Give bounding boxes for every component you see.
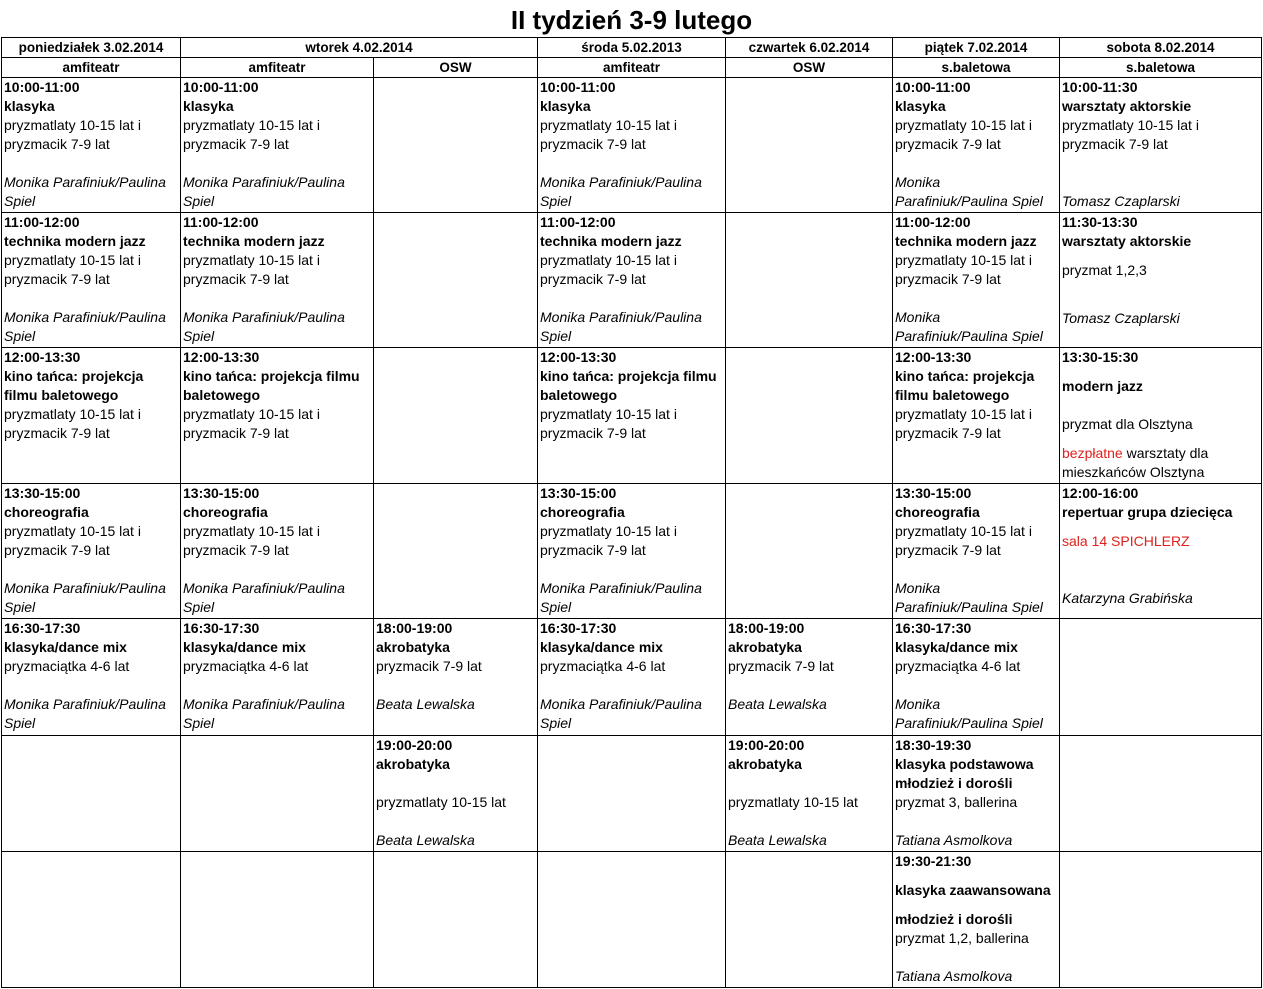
class-cell: 10:00-11:00 klasyka pryzmatlaty 10-15 lat i pryzmacik 7-9 lat Monika Parafiniuk/Paulina Spiel bbox=[2, 78, 181, 213]
room-header: amfiteatr bbox=[181, 58, 374, 78]
empty-cell bbox=[726, 78, 893, 213]
table-row bbox=[2, 852, 1262, 988]
room-header: amfiteatr bbox=[538, 58, 726, 78]
class-cell: 11:00-12:00 technika modern jazz pryzmatlaty 10-15 lat i pryzmacik 7-9 lat Monika Parafiniuk/Paulina Spiel bbox=[538, 213, 726, 348]
class-cell: 10:00-11:00 klasyka pryzmatlaty 10-15 lat i pryzmacik 7-9 lat Monika Parafiniuk/Paulina Spiel bbox=[181, 78, 374, 213]
class-cell: 13:30-15:30 modern jazz pryzmat dla Olsztyna bezpłatne warsztaty dla mieszkańców Olsztyna bbox=[1060, 348, 1262, 484]
day-header-fri: piątek 7.02.2014 bbox=[893, 38, 1060, 58]
room-header: amfiteatr bbox=[2, 58, 181, 78]
empty-cell bbox=[1060, 852, 1262, 988]
empty-cell bbox=[181, 852, 374, 988]
empty-cell bbox=[374, 348, 538, 484]
class-cell: 19:30-21:30 klasyka zaawansowana młodzież i dorośli pryzmat 1,2, ballerina Tatiana Asmolkova bbox=[893, 852, 1060, 988]
empty-cell bbox=[374, 852, 538, 988]
empty-cell bbox=[374, 78, 538, 213]
class-cell: 12:00-13:30 kino tańca: projekcja filmu baletowego pryzmatlaty 10-15 lat i pryzmacik 7-9 lat bbox=[181, 348, 374, 484]
table-row bbox=[2, 619, 1262, 736]
day-header-sat: sobota 8.02.2014 bbox=[1060, 38, 1262, 58]
class-cell: 16:30-17:30 klasyka/dance mix pryzmaciątka 4-6 lat Monika Parafiniuk/Paulina Spiel bbox=[893, 619, 1060, 736]
empty-cell bbox=[538, 736, 726, 852]
class-cell: 10:00-11:00 klasyka pryzmatlaty 10-15 lat i pryzmacik 7-9 lat Monika Parafiniuk/Paulina Spiel bbox=[893, 78, 1060, 213]
room-header: s.baletowa bbox=[1060, 58, 1262, 78]
class-cell: 16:30-17:30 klasyka/dance mix pryzmaciątka 4-6 lat Monika Parafiniuk/Paulina Spiel bbox=[181, 619, 374, 736]
class-cell: 13:30-15:00 choreografia pryzmatlaty 10-15 lat i pryzmacik 7-9 lat Monika Parafiniuk/Paulina Spiel bbox=[538, 484, 726, 619]
class-cell: 13:30-15:00 choreografia pryzmatlaty 10-15 lat i pryzmacik 7-9 lat Monika Parafiniuk/Paulina Spiel bbox=[893, 484, 1060, 619]
class-cell: 19:00-20:00 akrobatyka pryzmatlaty 10-15 lat Beata Lewalska bbox=[726, 736, 893, 852]
empty-cell bbox=[726, 852, 893, 988]
empty-cell bbox=[726, 348, 893, 484]
class-cell: 11:30-13:30 warsztaty aktorskie pryzmat 1,2,3 Tomasz Czaplarski bbox=[1060, 213, 1262, 348]
class-cell: 12:00-13:30 kino tańca: projekcja filmu baletowego pryzmatlaty 10-15 lat i pryzmacik 7-9 lat bbox=[2, 348, 181, 484]
class-cell: 12:00-13:30 kino tańca: projekcja filmu baletowego pryzmatlaty 10-15 lat i pryzmacik 7-9 lat bbox=[538, 348, 726, 484]
class-cell: 10:00-11:00 klasyka pryzmatlaty 10-15 lat i pryzmacik 7-9 lat Monika Parafiniuk/Paulina Spiel bbox=[538, 78, 726, 213]
empty-cell bbox=[1060, 736, 1262, 852]
empty-cell bbox=[374, 484, 538, 619]
class-cell: 12:00-16:00 repertuar grupa dziecięca sala 14 SPICHLERZ Katarzyna Grabińska bbox=[1060, 484, 1262, 619]
room-header: OSW bbox=[374, 58, 538, 78]
class-cell: 13:30-15:00 choreografia pryzmatlaty 10-15 lat i pryzmacik 7-9 lat Monika Parafiniuk/Paulina Spiel bbox=[2, 484, 181, 619]
table-row bbox=[2, 484, 1262, 619]
class-cell: 18:00-19:00 akrobatyka pryzmacik 7-9 lat Beata Lewalska bbox=[726, 619, 893, 736]
class-cell: 16:30-17:30 klasyka/dance mix pryzmaciątka 4-6 lat Monika Parafiniuk/Paulina Spiel bbox=[2, 619, 181, 736]
empty-cell bbox=[2, 736, 181, 852]
class-cell: 18:30-19:30 klasyka podstawowa młodzież i dorośli pryzmat 3, ballerina Tatiana Asmolkova bbox=[893, 736, 1060, 852]
empty-cell bbox=[726, 484, 893, 619]
room-header: s.baletowa bbox=[893, 58, 1060, 78]
class-cell: 19:00-20:00 akrobatyka pryzmatlaty 10-15 lat Beata Lewalska bbox=[374, 736, 538, 852]
schedule-table bbox=[1, 37, 1262, 988]
table-row bbox=[2, 78, 1262, 213]
class-cell: 13:30-15:00 choreografia pryzmatlaty 10-15 lat i pryzmacik 7-9 lat Monika Parafiniuk/Paulina Spiel bbox=[181, 484, 374, 619]
class-cell: 16:30-17:30 klasyka/dance mix pryzmaciątka 4-6 lat Monika Parafiniuk/Paulina Spiel bbox=[538, 619, 726, 736]
class-cell: 11:00-12:00 technika modern jazz pryzmatlaty 10-15 lat i pryzmacik 7-9 lat Monika Parafiniuk/Paulina Spiel bbox=[2, 213, 181, 348]
room-header-row bbox=[2, 58, 1262, 78]
room-header: OSW bbox=[726, 58, 893, 78]
table-row bbox=[2, 348, 1262, 484]
empty-cell bbox=[726, 213, 893, 348]
table-row bbox=[2, 213, 1262, 348]
table-row bbox=[2, 736, 1262, 852]
empty-cell bbox=[181, 736, 374, 852]
page-title: II tydzień 3-9 lutego bbox=[510, 5, 753, 35]
class-cell: 11:00-12:00 technika modern jazz pryzmatlaty 10-15 lat i pryzmacik 7-9 lat Monika Parafiniuk/Paulina Spiel bbox=[181, 213, 374, 348]
class-cell: 10:00-11:30 warsztaty aktorskie pryzmatlaty 10-15 lat i pryzmacik 7-9 lat Tomasz Czaplarski bbox=[1060, 78, 1262, 213]
day-header-mon: poniedziałek 3.02.2014 bbox=[2, 38, 181, 58]
empty-cell bbox=[1060, 619, 1262, 736]
empty-cell bbox=[2, 852, 181, 988]
day-header-thu: czwartek 6.02.2014 bbox=[726, 38, 893, 58]
class-cell: 12:00-13:30 kino tańca: projekcja filmu baletowego pryzmatlaty 10-15 lat i pryzmacik 7-9 lat bbox=[893, 348, 1060, 484]
day-header-tue: wtorek 4.02.2014 bbox=[181, 38, 538, 58]
empty-cell bbox=[374, 213, 538, 348]
day-header-row bbox=[2, 38, 1262, 58]
class-cell: 11:00-12:00 technika modern jazz pryzmatlaty 10-15 lat i pryzmacik 7-9 lat Monika Parafiniuk/Paulina Spiel bbox=[893, 213, 1060, 348]
day-header-wed: środa 5.02.2013 bbox=[538, 38, 726, 58]
class-cell: 18:00-19:00 akrobatyka pryzmacik 7-9 lat Beata Lewalska bbox=[374, 619, 538, 736]
empty-cell bbox=[538, 852, 726, 988]
